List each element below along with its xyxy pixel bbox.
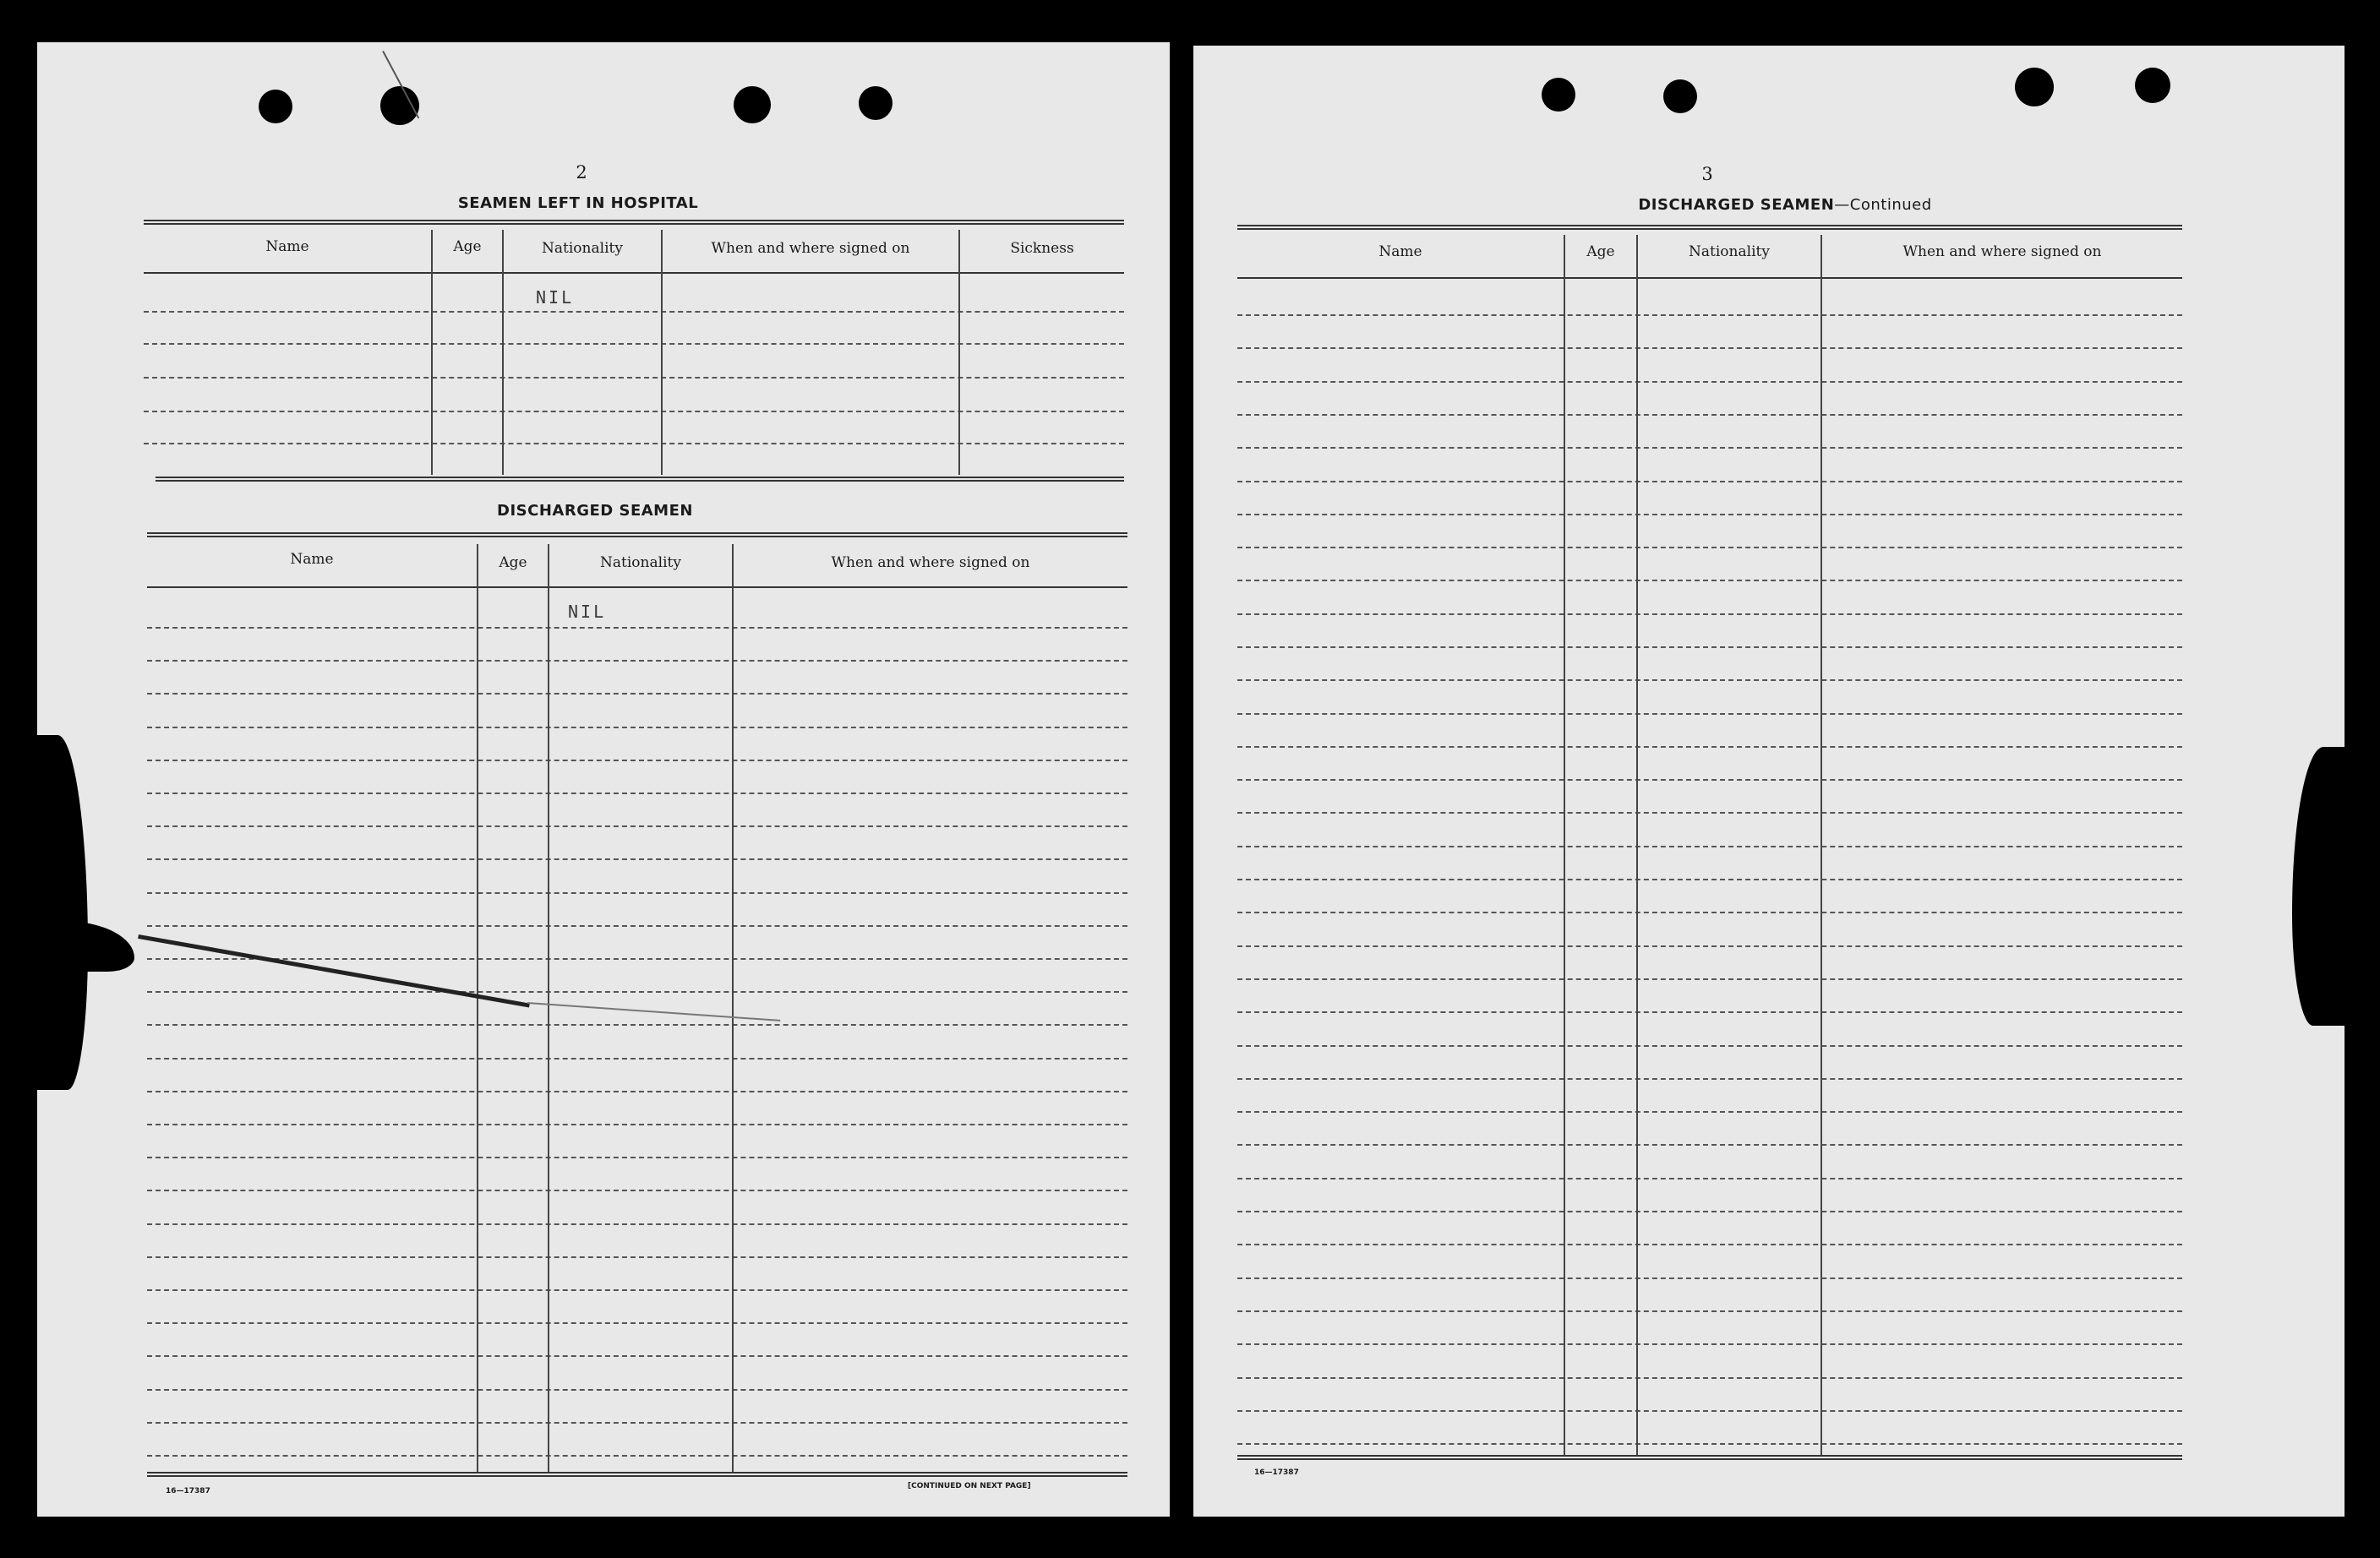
column-header-nationality: Nationality — [542, 240, 623, 257]
row-line — [1237, 879, 2182, 880]
torn-edge — [37, 921, 134, 972]
row-line — [147, 1289, 1127, 1291]
row-line — [147, 693, 1127, 695]
row-line — [147, 1157, 1127, 1158]
form-number: 16—17387 — [166, 1487, 210, 1495]
row-line — [1237, 1111, 2182, 1113]
column-divider — [548, 544, 549, 1474]
page-number: 3 — [1701, 164, 1713, 184]
section-title-text: DISCHARGED SEAMEN — [1638, 196, 1835, 214]
column-divider — [1820, 235, 1822, 1457]
row-line — [1237, 1078, 2182, 1080]
punch-hole — [1542, 78, 1575, 112]
table-top-rule — [147, 532, 1127, 537]
row-line — [1237, 314, 2182, 316]
row-line — [147, 1256, 1127, 1258]
section-title-discharged: DISCHARGED SEAMEN — [497, 502, 693, 520]
row-line — [1237, 779, 2182, 781]
table-bottom-rule — [1237, 1455, 2182, 1460]
right-page — [1193, 46, 2345, 1517]
column-divider — [477, 544, 478, 1474]
row-line — [147, 760, 1127, 761]
row-line — [147, 1024, 1127, 1026]
row-line — [147, 1223, 1127, 1225]
table-bottom-rule — [156, 477, 1124, 482]
row-line — [1237, 613, 2182, 615]
row-line — [1237, 414, 2182, 416]
row-line — [1237, 381, 2182, 383]
column-divider — [1564, 235, 1565, 1457]
column-header-nationality: Nationality — [600, 554, 681, 571]
row-line — [147, 1322, 1127, 1324]
row-line — [147, 1058, 1127, 1060]
column-header-age: Age — [1586, 243, 1615, 260]
section-title-discharged-continued — [1531, 196, 2039, 214]
punch-hole — [859, 86, 892, 120]
row-line — [1237, 1244, 2182, 1245]
column-header-name: Name — [265, 238, 309, 255]
row-line — [1237, 1011, 2182, 1013]
row-line — [1237, 1277, 2182, 1279]
row-line — [144, 377, 1124, 379]
row-line — [147, 727, 1127, 728]
row-line — [1237, 713, 2182, 715]
row-line — [1237, 646, 2182, 648]
nil-entry: NIL — [568, 602, 607, 622]
row-line — [147, 991, 1127, 993]
column-header-sickness: Sickness — [1010, 240, 1074, 257]
row-line — [1237, 912, 2182, 913]
column-divider — [1636, 235, 1638, 1457]
row-line — [1237, 1377, 2182, 1379]
row-line — [1237, 1343, 2182, 1345]
table-bottom-rule — [147, 1472, 1127, 1477]
punch-hole — [2015, 68, 2054, 106]
column-header-signed-on: When and where signed on — [1902, 243, 2102, 260]
continued-note: [CONTINUED ON NEXT PAGE] — [908, 1482, 1031, 1490]
punch-hole — [259, 90, 292, 123]
row-line — [144, 343, 1124, 345]
row-line — [1237, 1410, 2182, 1412]
row-line — [1237, 1178, 2182, 1179]
row-line — [144, 411, 1124, 412]
nil-entry: NIL — [536, 287, 575, 308]
row-line — [1237, 1211, 2182, 1212]
row-line — [147, 660, 1127, 662]
row-line — [1237, 1144, 2182, 1146]
table-top-rule — [144, 220, 1124, 225]
punch-hole — [380, 86, 419, 125]
column-header-name: Name — [290, 551, 334, 568]
row-line — [1237, 679, 2182, 681]
row-line — [1237, 812, 2182, 814]
row-line — [147, 958, 1127, 960]
row-line — [1237, 447, 2182, 449]
row-line — [144, 311, 1124, 313]
row-line — [1237, 1045, 2182, 1047]
column-header-signed-on: When and where signed on — [711, 240, 910, 257]
row-line — [1237, 481, 2182, 482]
row-line — [147, 925, 1127, 927]
row-line — [1237, 514, 2182, 515]
column-header-signed-on: When and where signed on — [831, 554, 1030, 571]
punch-hole — [734, 86, 771, 123]
row-line — [1237, 1310, 2182, 1312]
column-divider — [732, 544, 734, 1474]
punch-hole — [1663, 79, 1697, 113]
left-page — [37, 42, 1170, 1517]
column-header-nationality: Nationality — [1689, 243, 1770, 260]
row-line — [1237, 978, 2182, 980]
row-line — [147, 1190, 1127, 1191]
column-header-name: Name — [1378, 243, 1422, 260]
column-divider — [958, 230, 960, 475]
column-divider — [502, 230, 504, 475]
row-line — [1237, 580, 2182, 581]
row-line — [147, 627, 1127, 629]
column-divider — [661, 230, 663, 475]
column-header-age: Age — [499, 554, 527, 571]
row-line — [147, 1355, 1127, 1357]
row-line — [147, 793, 1127, 794]
row-line — [147, 1124, 1127, 1125]
row-line — [1237, 945, 2182, 947]
row-line — [147, 1422, 1127, 1424]
punch-hole — [2135, 68, 2170, 103]
form-number: 16—17387 — [1254, 1468, 1299, 1477]
row-line — [147, 1091, 1127, 1092]
column-divider — [431, 230, 433, 475]
row-line — [144, 443, 1124, 444]
header-rule — [147, 586, 1127, 588]
row-line — [1237, 547, 2182, 548]
row-line — [147, 1389, 1127, 1391]
row-line — [1237, 1443, 2182, 1445]
row-line — [1237, 846, 2182, 847]
torn-edge — [37, 735, 88, 1090]
row-line — [147, 825, 1127, 827]
torn-edge — [2292, 747, 2345, 1026]
header-rule — [1237, 277, 2182, 279]
row-line — [147, 1455, 1127, 1457]
paper-crack — [527, 1002, 780, 1021]
table-top-rule — [1237, 225, 2182, 230]
row-line — [147, 858, 1127, 860]
row-line — [147, 892, 1127, 894]
row-line — [1237, 347, 2182, 349]
column-header-age: Age — [453, 238, 482, 255]
page-number: 2 — [576, 162, 587, 182]
paper-crack — [138, 934, 530, 1008]
row-line — [1237, 746, 2182, 748]
section-title-suffix: —Continued — [1834, 196, 1932, 214]
header-rule — [144, 272, 1124, 274]
section-title-hospital: SEAMEN LEFT IN HOSPITAL — [457, 194, 699, 212]
